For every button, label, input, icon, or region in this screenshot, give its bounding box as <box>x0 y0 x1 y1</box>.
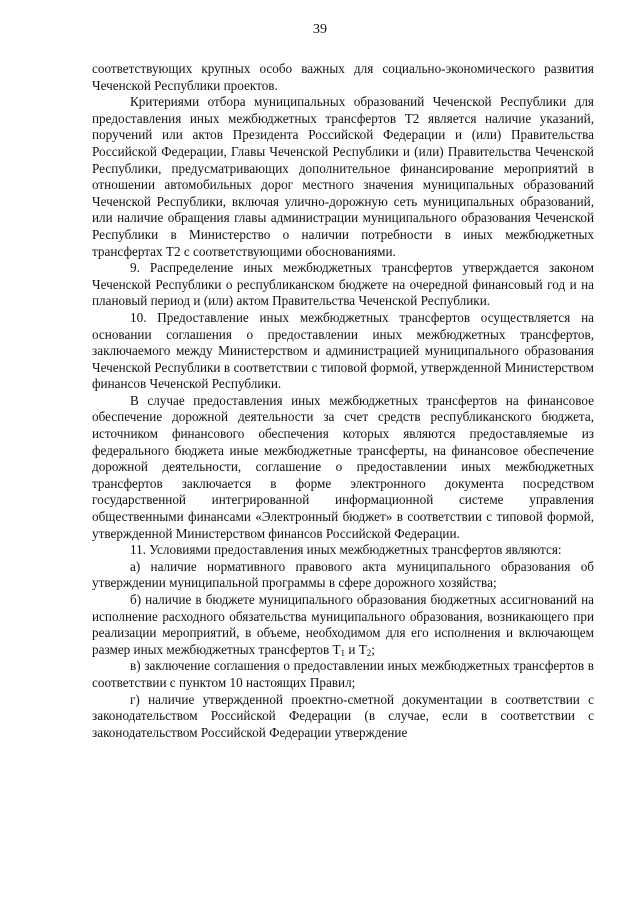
subscript-1: 1 <box>340 647 346 658</box>
paragraph-project-criteria-end: соответствующих крупных особо важных для социально-экономического развития Чеченской Республики проектов. <box>92 61 594 93</box>
paragraph-federal-funding: В случае предоставления иных межбюджетных трансфертов на финансовое обеспечение дорожной деятельности за счет средств республиканского бюджета, источником финансового обеспечения которых являются предоставляемые из федерального бюджета иные межбюджетные трансферты, на финансовое обеспечение дорожной деятельности, соглашение о предоставлении иных межбюджетных трансфертов заключается в форме электронного документа посредством государственной интегрированной информационной системе управления общественными финансами «Электронный бюджет» в соответствии с типовой формой, утвержденной Министерством финансов Российской Федерации. <box>92 392 594 541</box>
paragraph-condition-a: а) наличие нормативного правового акта муниципального образования об утверждении муниципальной программы в сфере дорожного хозяйства; <box>92 558 594 591</box>
condition-b-mid: и Т <box>345 641 367 657</box>
paragraph-condition-v: в) заключение соглашения о предоставлении иных межбюджетных трансфертов в соответствии с пунктом 10 настоящих Правил; <box>92 658 594 690</box>
subscript-2: 2 <box>366 647 372 658</box>
paragraph-item-9: 9. Распределение иных межбюджетных трансфертов утверждается законом Чеченской Республики о республиканском бюджете на очередной финансовый год и на плановый период и (или) актом Правительства Чеченской Республики. <box>92 260 594 309</box>
paragraph-item-10: 10. Предоставление иных межбюджетных трансфертов осуществляется на основании соглашения о предоставлении иных межбюджетных трансфертов, заключаемого между Министерством и администрацией муниципального образования Чеченской Республики в соответствии с типовой формой, утвержденной Министерством финансов Чеченской Республики. <box>92 309 594 392</box>
paragraph-condition-b <box>92 592 594 658</box>
paragraph-item-11: 11. Условиями предоставления иных межбюджетных трансфертов являются: <box>130 542 562 558</box>
condition-b-end: ; <box>371 641 375 657</box>
document-body <box>92 61 594 741</box>
page-number: 39 <box>313 22 327 37</box>
condition-b-text: б) наличие в бюджете муниципального образования бюджетных ассигнований на исполнение расходного обязательства муниципального образования, возникающего при реализации мероприятий, в объеме, необходимом для его исполнения и включающем размер иных межбюджетных трансфертов Т <box>92 592 594 657</box>
paragraph-condition-g: г) наличие утвержденной проектно-сметной документации в соответствии с законодательством Российской Федерации (в случае, если в соответствии с законодательством Российской Федерации утверждение <box>92 691 594 740</box>
paragraph-selection-criteria: Критериями отбора муниципальных образований Чеченской Республики для предоставления иных межбюджетных трансфертов Т2 является наличие указаний, поручений или актов Президента Российской Федерации и (или) Правительства Российской Федерации, Главы Чеченской Республики и (или) Правительства Чеченской Республики, предусматривающих дополнительное финансирование мероприятий в отношении автомобильных дорог местного значения муниципальных образований Чеченской Республики, включая улично-дорожную сеть муниципальных образований, или наличие обращения главы администрации муниципального образования Чеченской Республики в Министерство о наличии потребности в иных межбюджетных трансфертах Т2 с соответствующими обоснованиями. <box>92 94 594 259</box>
